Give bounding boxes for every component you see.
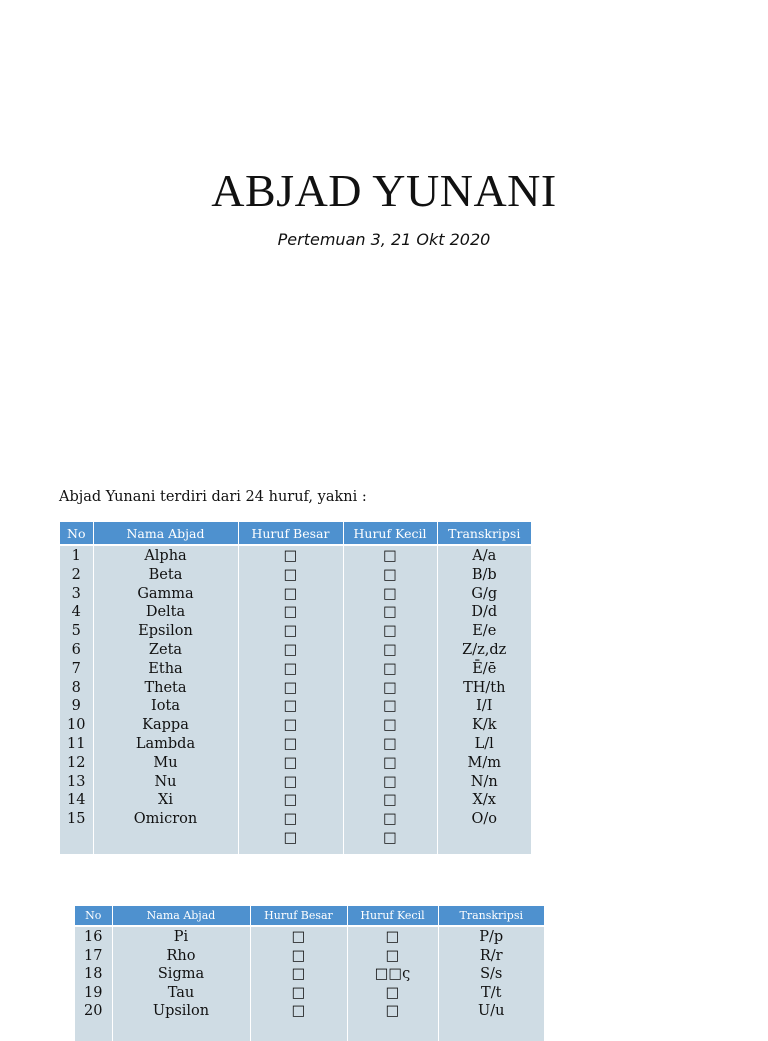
huruf-kecil-cell: □ xyxy=(383,641,397,658)
transkripsi-cell: T/t xyxy=(481,984,502,1001)
header-no: No xyxy=(60,522,93,545)
column-nama-abjad xyxy=(112,926,250,1041)
transkripsi-cell: O/o xyxy=(471,811,497,828)
transkripsi-cell: U/u xyxy=(478,1003,505,1019)
header-nama-abjad: Nama Abjad xyxy=(93,522,238,545)
no-cell: 16 xyxy=(84,929,103,945)
huruf-kecil-cell: □ xyxy=(383,604,397,621)
huruf-besar-cell: □ xyxy=(283,585,298,602)
transkripsi-cell: L/l xyxy=(474,735,494,752)
transkripsi-cell: TH/th xyxy=(463,679,506,696)
huruf-kecil-cell: □ xyxy=(383,698,397,715)
no-cell: 3 xyxy=(71,585,81,602)
no-cell: 20 xyxy=(84,1003,103,1019)
column-huruf-besar xyxy=(250,926,347,1041)
nama-abjad-cell: Alpha xyxy=(144,548,187,564)
nama-abjad-cell: Nu xyxy=(154,773,177,790)
header-huruf-kecil: Huruf Kecil xyxy=(343,522,437,545)
huruf-kecil-cell: □□ς xyxy=(374,966,411,982)
table-header-row xyxy=(75,906,544,926)
intro-text: Abjad Yunani terdiri dari 24 huruf, yakni : xyxy=(59,489,367,505)
transkripsi-cell: I/I xyxy=(476,698,493,715)
header-nama-abjad: Nama Abjad xyxy=(112,906,250,926)
no-cell: 6 xyxy=(71,641,81,658)
no-cell: 14 xyxy=(67,792,86,809)
huruf-kecil-cell: □ xyxy=(383,623,397,640)
huruf-besar-cell: □ xyxy=(291,984,306,1001)
no-cell: 9 xyxy=(71,698,81,715)
nama-abjad-cell: Upsilon xyxy=(152,1003,210,1019)
huruf-besar-cell: □ xyxy=(291,1003,306,1019)
nama-abjad-cell: Tau xyxy=(167,984,195,1001)
huruf-kecil-cell: □ xyxy=(383,679,397,696)
no-cell: 2 xyxy=(71,566,81,583)
no-cell: 5 xyxy=(71,623,81,640)
column-transkripsi xyxy=(437,545,531,854)
nama-abjad-cell: Sigma xyxy=(157,966,205,982)
column-huruf-kecil xyxy=(347,926,438,1041)
no-cell: 12 xyxy=(67,754,86,771)
no-cell: 11 xyxy=(67,735,86,752)
huruf-besar-cell: □ xyxy=(283,735,298,752)
huruf-besar-cell: □ xyxy=(283,604,298,621)
huruf-kecil-cell: □ xyxy=(383,735,397,752)
header-transkripsi: Transkripsi xyxy=(438,906,544,926)
transkripsi-cell: N/n xyxy=(470,773,498,790)
transkripsi-cell: Z/z,dz xyxy=(462,641,507,658)
transkripsi-cell: X/x xyxy=(472,792,496,809)
column-no xyxy=(75,926,112,1041)
table-header-row xyxy=(60,522,531,545)
no-cell: 7 xyxy=(71,660,81,677)
header-huruf-kecil: Huruf Kecil xyxy=(347,906,438,926)
no-cell: 15 xyxy=(67,811,86,828)
transkripsi-cell: P/p xyxy=(479,929,504,945)
no-cell: 4 xyxy=(71,604,81,621)
huruf-besar-cell: □ xyxy=(283,811,298,828)
column-nama-abjad xyxy=(93,545,238,854)
column-no xyxy=(60,545,93,854)
huruf-besar-cell: □ xyxy=(283,773,298,790)
header-no: No xyxy=(75,906,112,926)
transkripsi-cell: A/a xyxy=(472,548,497,564)
huruf-kecil-cell: □ xyxy=(385,984,400,1001)
huruf-kecil-cell: □ xyxy=(383,717,397,734)
column-transkripsi xyxy=(438,926,544,1041)
huruf-besar-cell: □ xyxy=(283,698,298,715)
huruf-kecil-cell: □ xyxy=(383,754,397,771)
transkripsi-cell: E/e xyxy=(472,623,497,640)
transkripsi-cell: R/r xyxy=(479,947,503,964)
transkripsi-cell: K/k xyxy=(471,717,497,734)
huruf-besar-cell: □ xyxy=(283,792,298,809)
nama-abjad-cell: Gamma xyxy=(137,585,194,602)
no-cell: 13 xyxy=(67,773,86,790)
huruf-kecil-cell: □ xyxy=(385,1003,400,1019)
nama-abjad-cell: Epsilon xyxy=(138,623,193,640)
nama-abjad-cell: Pi xyxy=(173,929,189,945)
no-cell: 1 xyxy=(71,548,81,564)
column-huruf-besar xyxy=(238,545,343,854)
transkripsi-cell: D/d xyxy=(471,604,498,621)
nama-abjad-cell: Kappa xyxy=(142,717,189,734)
huruf-kecil-cell: □ xyxy=(383,566,397,583)
page-title: ABJAD YUNANI xyxy=(211,165,557,216)
no-cell: 19 xyxy=(84,984,103,1001)
huruf-besar-cell: □ xyxy=(283,623,298,640)
nama-abjad-cell: Etha xyxy=(148,660,183,677)
header-huruf-besar: Huruf Besar xyxy=(238,522,343,545)
huruf-besar-cell: □ xyxy=(283,679,298,696)
nama-abjad-cell: Mu xyxy=(153,754,178,771)
nama-abjad-cell: Lambda xyxy=(135,735,196,752)
huruf-besar-cell: □ xyxy=(291,966,306,982)
huruf-besar-cell: □ xyxy=(291,929,306,945)
nama-abjad-cell: Zeta xyxy=(148,641,183,658)
transkripsi-cell: S/s xyxy=(480,966,503,982)
table-row xyxy=(75,926,544,1041)
transkripsi-cell: B/b xyxy=(471,566,497,583)
alphabet-table-1 xyxy=(60,522,531,854)
alphabet-table-2 xyxy=(75,906,544,1041)
huruf-kecil-cell: □ xyxy=(383,548,397,564)
huruf-besar-cell: □ xyxy=(283,754,298,771)
column-huruf-kecil xyxy=(343,545,437,854)
transkripsi-cell: G/g xyxy=(471,585,498,602)
nama-abjad-cell: Rho xyxy=(166,947,196,964)
huruf-kecil-cell: □ xyxy=(383,811,397,828)
huruf-kecil-cell: □ xyxy=(383,660,397,677)
huruf-besar-cell: □ xyxy=(283,641,298,658)
huruf-besar-cell: □ xyxy=(283,566,298,583)
nama-abjad-cell: Omicron xyxy=(133,811,198,828)
huruf-kecil-cell: □ xyxy=(385,929,400,945)
no-cell: 8 xyxy=(71,679,81,696)
huruf-kecil-cell: □ xyxy=(383,585,397,602)
nama-abjad-cell: Beta xyxy=(148,566,183,583)
huruf-besar-cell: □ xyxy=(283,548,298,564)
header-transkripsi: Transkripsi xyxy=(437,522,531,545)
table-row xyxy=(60,545,531,854)
transkripsi-cell: M/m xyxy=(467,754,501,771)
huruf-kecil-cell: □ xyxy=(383,773,397,790)
huruf-besar-cell: □ xyxy=(283,660,298,677)
no-cell: 10 xyxy=(67,717,86,734)
nama-abjad-cell: Theta xyxy=(144,679,187,696)
huruf-besar-cell: □ xyxy=(283,829,298,846)
huruf-kecil-cell: □ xyxy=(383,829,397,846)
no-cell: 18 xyxy=(84,966,103,982)
huruf-besar-cell: □ xyxy=(283,717,298,734)
huruf-kecil-cell: □ xyxy=(385,947,400,964)
nama-abjad-cell: Xi xyxy=(158,792,173,809)
transkripsi-cell: Ē/ē xyxy=(472,660,497,677)
nama-abjad-cell: Delta xyxy=(145,604,186,621)
huruf-besar-cell: □ xyxy=(291,947,306,964)
no-cell: 17 xyxy=(84,947,103,964)
huruf-kecil-cell: □ xyxy=(383,792,397,809)
header-huruf-besar: Huruf Besar xyxy=(250,906,347,926)
page-subtitle: Pertemuan 3, 21 Okt 2020 xyxy=(277,230,491,249)
nama-abjad-cell: Iota xyxy=(151,698,180,715)
